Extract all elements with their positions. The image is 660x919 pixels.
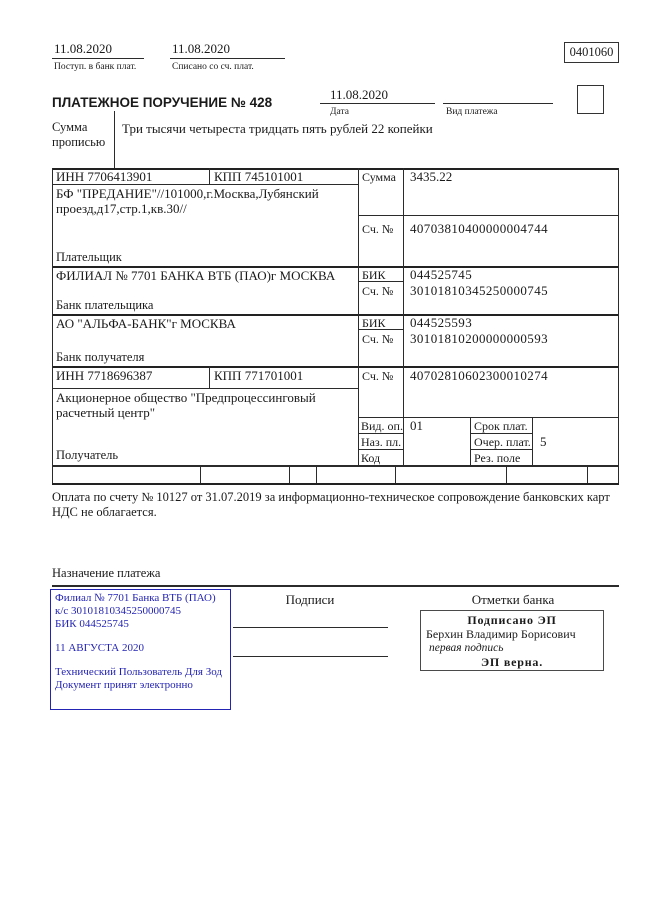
payer-kpp: КПП 745101001 <box>214 169 304 184</box>
bottom-row-divider-4 <box>395 465 396 483</box>
payer-account-label: Сч. № <box>362 222 394 236</box>
payment-type-label: Вид платежа <box>446 107 498 117</box>
amount-words-value: Три тысячи четыреста тридцать пять рублей 22 копейки <box>122 121 433 136</box>
table-bottom-border <box>52 483 619 485</box>
bottom-row-divider-2 <box>289 465 290 483</box>
payer-name: БФ "ПРЕДАНИЕ"//101000,г.Москва,Лубянский проезд,д17,стр.1,кв.30// <box>56 186 319 216</box>
payee-bank-bik-label: БИК <box>362 316 386 330</box>
stamp-accepted-note: Документ принят электронно <box>55 679 193 691</box>
sum-row-border <box>358 215 619 216</box>
debited-date: 11.08.2020 <box>172 41 231 56</box>
kod-label: Код <box>361 451 381 465</box>
payee-inn-row-border <box>52 388 358 389</box>
signatures-label: Подписи <box>285 592 335 607</box>
payee-account-label: Сч. № <box>362 369 394 383</box>
form-code-box <box>564 42 619 63</box>
payee-bank-section-label: Банк получателя <box>56 350 145 364</box>
document-title: ПЛАТЕЖНОЕ ПОРУЧЕНИЕ № 428 <box>52 95 273 110</box>
payee-bank-name: АО "АЛЬФА-БАНК"г МОСКВА <box>56 316 236 331</box>
payer-bank-name: ФИЛИАЛ № 7701 БАНКА ВТБ (ПАО)г МОСКВА <box>56 268 336 283</box>
date-underline <box>320 103 435 104</box>
payer-account: 40703810400000004744 <box>410 221 548 236</box>
stamp-user: Технический Пользователь Для Зод <box>55 666 223 678</box>
stamp-branch: Филиал № 7701 Банка ВТБ (ПАО) <box>55 592 216 604</box>
bottom-row-divider-6 <box>587 465 588 483</box>
bottom-row-divider-3 <box>316 465 317 483</box>
payer-inn-row-border <box>52 184 358 185</box>
label-column-left-border <box>358 168 359 465</box>
bottom-row-divider-5 <box>506 465 507 483</box>
payment-type-checkbox <box>577 85 604 114</box>
amount-words-divider <box>114 111 115 168</box>
ocher-label: Очер. плат. <box>474 435 531 449</box>
bank-acceptance-stamp <box>50 589 231 710</box>
debited-date-underline <box>170 58 285 59</box>
op-type-value: 01 <box>410 418 423 433</box>
signer-name: Берхин Владимир Борисович <box>426 627 576 641</box>
payee-name: Акционерное общество "Предпроцессинговый расчетный центр" <box>56 390 316 420</box>
label-column-right-border <box>403 168 404 465</box>
payee-bank-bik: 044525593 <box>410 315 473 330</box>
payer-inn: ИНН 7706413901 <box>56 169 153 184</box>
op-block-top-border <box>358 417 619 418</box>
payer-bank-account-label: Сч. № <box>362 284 394 298</box>
payee-bank-account: 30101810200000000593 <box>410 331 548 346</box>
debited-date-label: Списано со сч. плат. <box>172 62 254 72</box>
payee-section-label: Получатель <box>56 448 119 462</box>
signed-ep-title: Подписано ЭП <box>467 613 557 627</box>
table-left-border <box>52 168 53 483</box>
document-date: 11.08.2020 <box>330 87 389 102</box>
stamp-bik: БИК 044525745 <box>55 618 129 630</box>
purpose-bottom-border <box>52 585 619 587</box>
purpose-label: Назначение платежа <box>52 566 161 580</box>
amount-words-label: Сумма прописью <box>52 120 106 149</box>
bank-marks-label: Отметки банка <box>471 592 555 607</box>
payee-inn: ИНН 7718696387 <box>56 368 153 383</box>
ocher-value: 5 <box>540 434 547 449</box>
payee-inn-kpp-divider <box>209 366 210 388</box>
table-right-border <box>618 168 619 483</box>
op-value-divider <box>470 417 471 465</box>
received-date: 11.08.2020 <box>54 41 113 56</box>
payee-section-border <box>52 465 619 467</box>
payer-bank-account: 30101810345250000745 <box>410 283 548 298</box>
bank-marks-box <box>420 610 604 671</box>
payer-bank-bik: 044525745 <box>410 267 473 282</box>
stamp-corr-account: к/с 30101810345250000745 <box>55 605 182 617</box>
payer-inn-kpp-divider <box>209 168 210 184</box>
payer-bank-bik-label: БИК <box>362 268 386 282</box>
purpose-text: Оплата по счету № 10127 от 31.07.2019 за информационно-техническое сопровождение банковских карт НДС не облагается. <box>52 490 610 519</box>
date-label: Дата <box>330 107 349 117</box>
srok-value-divider <box>532 417 533 465</box>
ep-valid-note: ЭП верна. <box>480 655 544 669</box>
payer-bank-section-label: Банк плательщика <box>56 298 154 312</box>
srok-label: Срок плат. <box>474 419 528 433</box>
op-type-label: Вид. оп. <box>361 419 403 433</box>
rez-label: Рез. поле <box>474 451 521 465</box>
payee-kpp: КПП 771701001 <box>214 368 304 383</box>
payee-account: 40702810602300010274 <box>410 368 548 383</box>
payee-bank-account-label: Сч. № <box>362 332 394 346</box>
sum-label: Сумма <box>362 170 396 184</box>
signature-kind: первая подпись <box>429 642 504 654</box>
payment-type-underline <box>443 103 553 104</box>
bottom-row-divider-1 <box>200 465 201 483</box>
received-date-underline <box>52 58 144 59</box>
signature-line-2 <box>233 656 388 657</box>
naz-label: Наз. пл. <box>361 435 402 449</box>
payer-section-label: Плательщик <box>56 250 122 264</box>
received-date-label: Поступ. в банк плат. <box>54 62 137 72</box>
signature-line-1 <box>233 627 388 628</box>
sum-value: 3435.22 <box>410 169 453 184</box>
form-code: 0401060 <box>569 45 614 59</box>
stamp-date: 11 АВГУСТА 2020 <box>55 642 144 654</box>
